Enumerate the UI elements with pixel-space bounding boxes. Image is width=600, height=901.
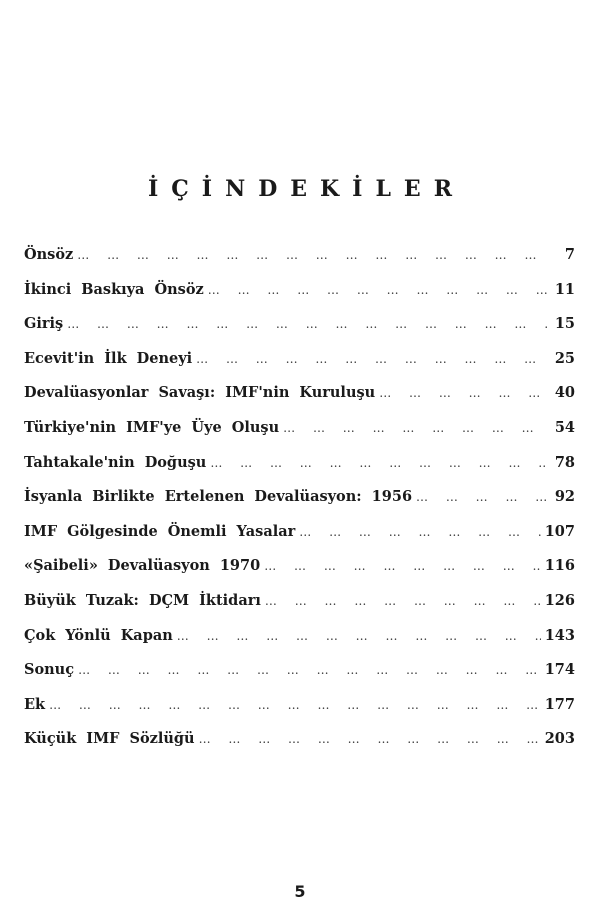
- toc-entry[interactable]: [24, 523, 575, 558]
- toc-entry[interactable]: [24, 592, 575, 627]
- toc-entry[interactable]: [24, 454, 575, 489]
- toc-entry-page: 7: [564, 246, 575, 263]
- dot-leader: [265, 594, 541, 608]
- toc-entry-label: İsyanla Birlikte Ertelenen Devalüasyon: 1956: [24, 488, 413, 506]
- toc-entry-page: 78: [554, 453, 575, 471]
- toc-entry-label: Önsöz: [24, 246, 74, 263]
- toc-entry-page: 143: [544, 626, 575, 644]
- dot-leader: [177, 629, 541, 643]
- toc-entry-label: «Şaibeli» Devalüasyon 1970: [24, 557, 261, 575]
- toc-entry-page: 116: [544, 557, 575, 575]
- page-number: 5: [294, 882, 306, 901]
- toc-entry-label: Büyük Tuzak: DÇM İktidarı: [24, 591, 261, 609]
- dot-leader: [208, 283, 547, 297]
- toc-entry[interactable]: [24, 696, 575, 731]
- toc-entry-page: 54: [554, 418, 575, 436]
- toc-entry-label: Giriş: [24, 315, 64, 333]
- toc-entry[interactable]: [24, 557, 575, 592]
- dot-leader: [199, 732, 541, 746]
- dot-leader: [299, 525, 540, 539]
- toc-entry[interactable]: [24, 350, 575, 385]
- toc-entry-label: Türkiye'nin IMF'ye Üye Oluşu: [24, 418, 280, 436]
- toc-entry-label: Devalüasyonlar Savaşı: IMF'nin Kuruluşu: [24, 384, 376, 402]
- toc-entry-label: Ek: [24, 695, 46, 713]
- toc-entry-page: 92: [554, 488, 575, 506]
- toc-entry-page: 11: [554, 280, 575, 298]
- toc-entry[interactable]: [24, 730, 575, 765]
- dot-leader: [78, 663, 541, 677]
- toc-entry[interactable]: [24, 488, 575, 523]
- dot-leader: [49, 698, 541, 712]
- toc-entry-page: 25: [554, 349, 575, 367]
- dot-leader: [210, 456, 547, 470]
- toc-entry[interactable]: [24, 661, 575, 696]
- toc-entry[interactable]: [24, 627, 575, 662]
- dot-leader: [283, 421, 547, 435]
- toc-entry-label: Sonuç: [24, 661, 75, 679]
- toc-entry-page: 203: [544, 730, 575, 748]
- dot-leader: [416, 490, 547, 504]
- toc-entry[interactable]: [24, 246, 575, 281]
- toc-entry-label: İkinci Baskıya Önsöz: [24, 280, 204, 298]
- toc-entry-label: IMF Gölgesinde Önemli Yasalar: [24, 522, 296, 540]
- toc-entry[interactable]: [24, 315, 575, 350]
- dot-leader: [196, 352, 547, 366]
- table-of-contents: [24, 246, 575, 765]
- toc-entry-label: Tahtakale'nin Doğuşu: [24, 453, 207, 471]
- toc-entry-label: Ecevit'in İlk Deneyi: [24, 349, 193, 367]
- toc-entry-page: 40: [554, 384, 575, 402]
- dot-leader: [379, 386, 547, 400]
- toc-entry-page: 15: [554, 315, 575, 333]
- toc-entry-label: Küçük IMF Sözlüğü: [24, 730, 195, 748]
- toc-entry-page: 177: [544, 695, 575, 713]
- toc-entry-page: 174: [544, 661, 575, 679]
- toc-entry[interactable]: [24, 384, 575, 419]
- dot-leader: [77, 248, 547, 262]
- toc-entry-label: Çok Yönlü Kapan: [24, 626, 173, 644]
- toc-entry[interactable]: [24, 281, 575, 316]
- dot-leader: [67, 317, 547, 331]
- toc-entry-page: 107: [544, 522, 575, 540]
- dot-leader: [264, 559, 541, 573]
- toc-entry[interactable]: [24, 419, 575, 454]
- page-title: İÇİNDEKİLER: [148, 176, 465, 202]
- toc-entry-page: 126: [544, 591, 575, 609]
